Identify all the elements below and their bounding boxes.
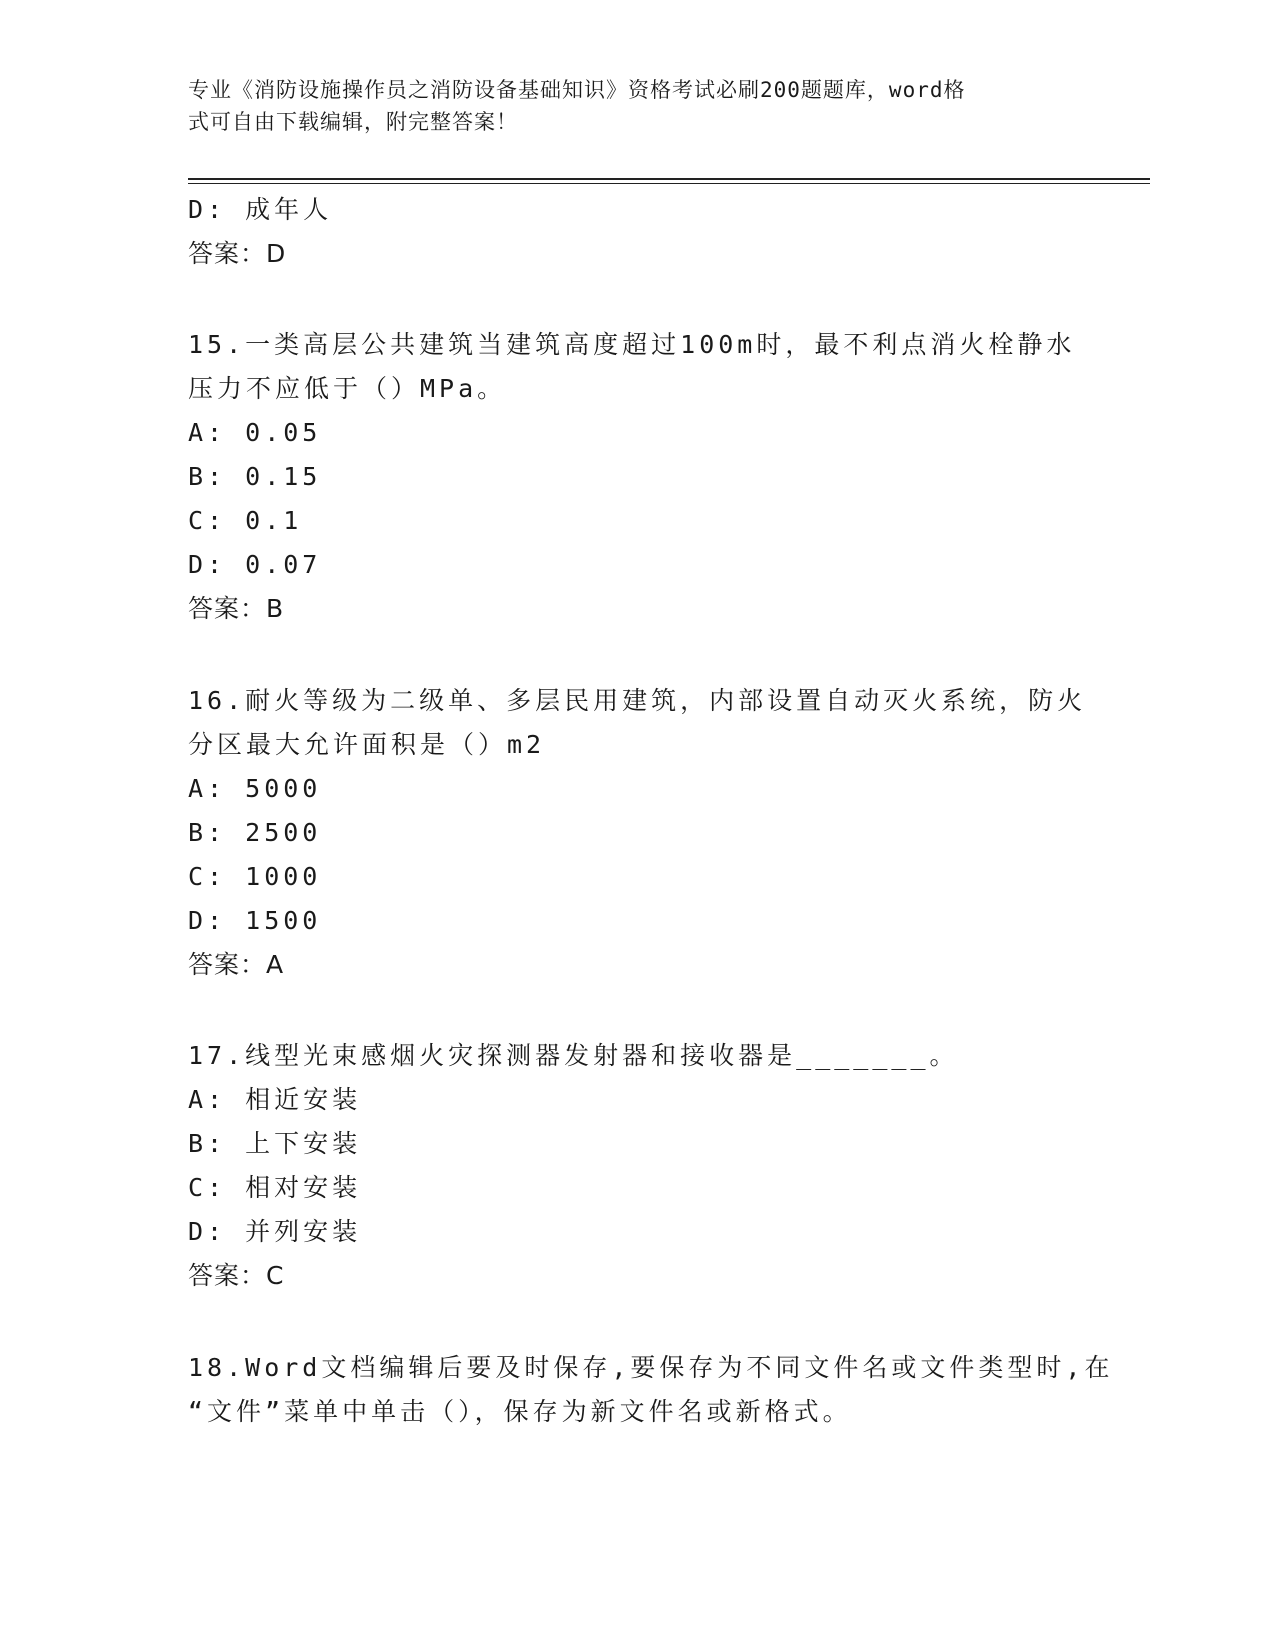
q15-answer: 答案：B (188, 594, 285, 623)
q15-stem-line-1: 15.一类高层公共建筑当建筑高度超过100m时，最不利点消火栓静水 (188, 330, 1076, 359)
q17-answer: 答案：C (188, 1261, 285, 1290)
q17-stem-line-1: 17.线型光束感烟火灾探测器发射器和接收器是_______。 (188, 1041, 959, 1070)
q15-option-a: A: 0.05 (188, 418, 322, 447)
q16-option-d: D: 1500 (188, 906, 322, 935)
q16-stem-line-1: 16.耐火等级为二级单、多层民用建筑，内部设置自动灭火系统，防火 (188, 686, 1087, 715)
header-divider-thin (188, 183, 1150, 184)
q18-stem-line-1: 18.Word文档编辑后要及时保存,要保存为不同文件名或文件类型时,在 (188, 1353, 1114, 1382)
q16-option-c: C: 1000 (188, 862, 322, 891)
q16-option-a: A: 5000 (188, 774, 322, 803)
q17-option-d: D: 并列安装 (188, 1217, 362, 1246)
q16-stem-line-2: 分区最大允许面积是（）m2 (188, 730, 546, 759)
prev-option-d: D: 成年人 (188, 195, 333, 224)
q16-answer: 答案：A (188, 950, 285, 979)
q16-option-b: B: 2500 (188, 818, 322, 847)
document-header (188, 74, 1088, 138)
header-divider-thick (188, 178, 1150, 180)
q17-option-c: C: 相对安装 (188, 1173, 362, 1202)
q17-option-a: A: 相近安装 (188, 1085, 362, 1114)
q15-option-d: D: 0.07 (188, 550, 322, 579)
q17-option-b: B: 上下安装 (188, 1129, 362, 1158)
header-line-2: 式可自由下载编辑，附完整答案！ (188, 110, 518, 134)
header-line-1: 专业《消防设施操作员之消防设备基础知识》资格考试必刷200题题库，word格 (188, 78, 966, 102)
q15-option-b: B: 0.15 (188, 462, 322, 491)
q18-stem-line-2: “文件”菜单中单击（），保存为新文件名或新格式。 (188, 1397, 852, 1426)
q15-option-c: C: 0.1 (188, 506, 303, 535)
q15-stem-line-2: 压力不应低于（）MPa。 (188, 374, 507, 403)
prev-answer: 答案：D (188, 239, 287, 268)
